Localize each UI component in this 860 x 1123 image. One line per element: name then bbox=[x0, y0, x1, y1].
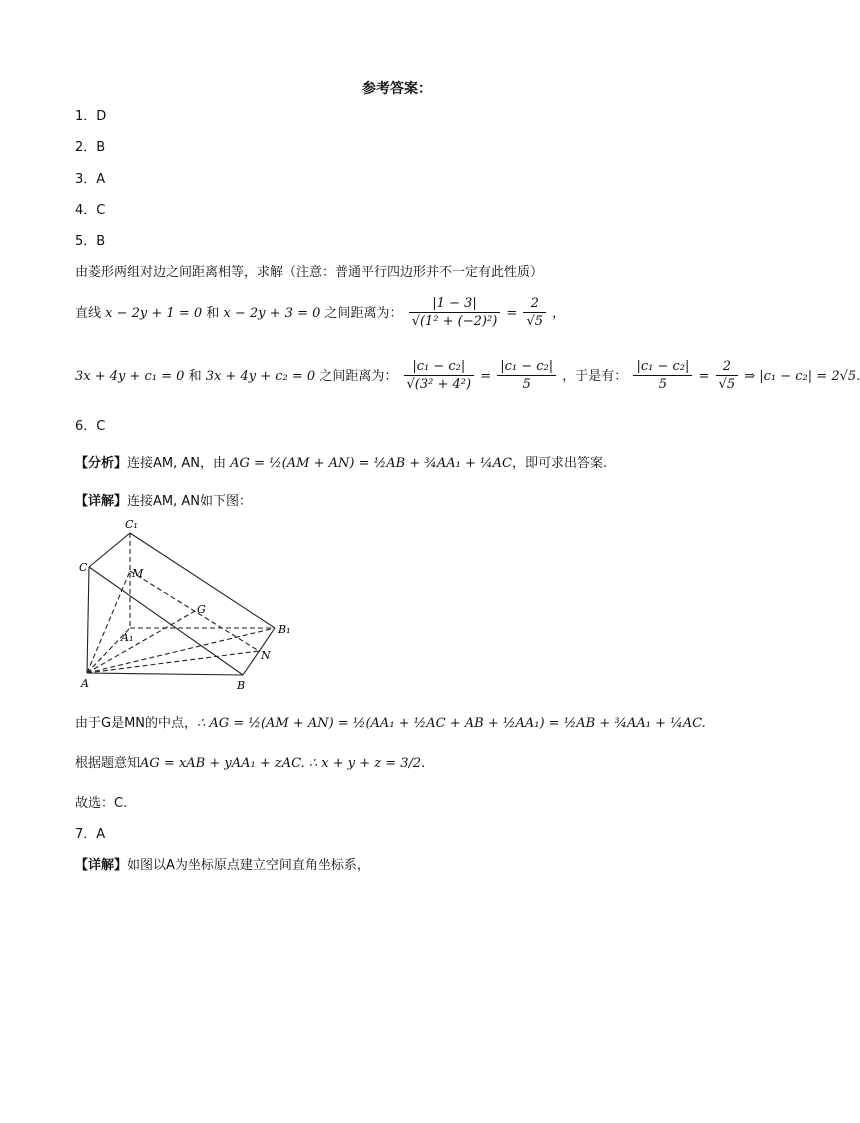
q6-conclusion-formula: AG = xAB + yAA₁ + zAC. ∴ x + y + z = 3/2. bbox=[140, 756, 426, 771]
prism-figure bbox=[75, 515, 305, 695]
q5-line1-and: 和 bbox=[206, 306, 220, 321]
q5-line1-denominator: √(1² + (−2)²) bbox=[411, 314, 498, 329]
q5-line1-result: $\frac{2}{√5}$ bbox=[523, 296, 546, 331]
q6-label: 6．C bbox=[75, 419, 106, 434]
answer-1: 1．D bbox=[75, 109, 107, 124]
q6-detail: 【详解】连接AM, AN如下图： bbox=[75, 494, 253, 509]
q6-midpoint-formula: ∴ AG = ½(AM + AN) = ½(AA₁ + ½AC + AB + ½AA₁) = ½AB + ¾AA₁ + ¼AC. bbox=[197, 716, 706, 731]
q5-line2-eq-a: 3x + 4y + c₁ = 0 bbox=[75, 369, 185, 384]
q6-analysis-formula: AG = ½(AM + AN) = ½AB + ¾AA₁ + ¼AC bbox=[230, 456, 512, 471]
label-M: M bbox=[132, 567, 144, 580]
q5-intro: 由菱形两组对边之间距离相等，求解（注意：普通平行四边形并不一定有此性质） bbox=[75, 265, 544, 280]
label-G: G bbox=[197, 603, 206, 616]
answer-3: 3．A bbox=[75, 172, 106, 187]
q5-line1: 直线 x − 2y + 1 = 0 和 x − 2y + 3 = 0 之间距离为： $\frac{|1 - 3|}{\text{√(1² + (−2)²)}}$ = $\frac{2}{√5}$ ， bbox=[75, 296, 566, 329]
q5-line2-fraction-4: $\frac{2}{√5}$ bbox=[716, 359, 739, 394]
q5-line1-mid: 之间距离为： bbox=[324, 306, 403, 321]
q5-line1-eq-b: x − 2y + 3 = 0 bbox=[223, 306, 321, 321]
label-B1: B₁ bbox=[278, 623, 291, 636]
q6-choice: 故选：C. bbox=[75, 796, 128, 811]
label-A: A bbox=[81, 677, 89, 690]
q5-line1-fraction bbox=[409, 296, 501, 331]
label-A1: A₁ bbox=[121, 631, 134, 644]
label-N: N bbox=[261, 649, 271, 662]
q5-line2-fraction-1: $\frac{\text{|c₁ − c₂|}}{\text{√(3² + 4²)}}$ bbox=[404, 359, 475, 394]
q5-line2-fraction-3: $\frac{\text{|c₁ − c₂|}}{5}$ bbox=[633, 359, 692, 394]
label-C1: C₁ bbox=[125, 518, 138, 531]
q5-line2-result: ⇒ |c₁ − c₂| = 2√5. bbox=[744, 369, 860, 384]
q5-line2-eq-b: 3x + 4y + c₂ = 0 bbox=[205, 369, 316, 384]
q7-label: 7．A bbox=[75, 827, 106, 842]
q5-line1-prefix: 直线 bbox=[75, 306, 102, 321]
q6-conclusion: 根据题意知AG = xAB + yAA₁ + zAC. ∴ x + y + z = 3/2. bbox=[75, 756, 426, 771]
q5-line2: 3x + 4y + c₁ = 0 和 3x + 4y + c₂ = 0 之间距离为： $\frac{\text{|c₁ − c₂|}}{\text{√(3² + 4²)}}$ = $\frac{\text{|c₁ − c₂|}}{5}$ ，于是有： $\frac{\text{|c₁ − c₂|}}{5}$ = $\frac{2}{√5}$ ⇒ |c₁ − c₂| = 2√5. bbox=[75, 359, 860, 392]
q5-line1-numerator: |1 − 3| bbox=[409, 296, 501, 313]
q5-line1-eq-a: x − 2y + 1 = 0 bbox=[105, 306, 203, 321]
label-B: B bbox=[237, 679, 246, 692]
q6-midpoint: 由于G是MN的中点，∴ AG = ½(AM + AN) = ½(AA₁ + ½AC + AB + ½AA₁) = ½AB + ¾AA₁ + ¼AC. bbox=[75, 716, 706, 731]
q5-line2-fraction-2: $\frac{\text{|c₁ − c₂|}}{5}$ bbox=[497, 359, 556, 394]
q7-detail: 【详解】如图以A为坐标原点建立空间直角坐标系， bbox=[75, 858, 370, 873]
answer-4: 4．C bbox=[75, 203, 106, 218]
q6-analysis: 【分析】连接AM, AN，由 AG = ½(AM + AN) = ½AB + ¾AA₁ + ¼AC，即可求出答案. bbox=[75, 456, 608, 471]
page-title: 参考答案： bbox=[362, 81, 432, 97]
label-C: C bbox=[79, 561, 88, 574]
answer-5: 5．B bbox=[75, 234, 106, 249]
answer-2: 2．B bbox=[75, 140, 106, 155]
